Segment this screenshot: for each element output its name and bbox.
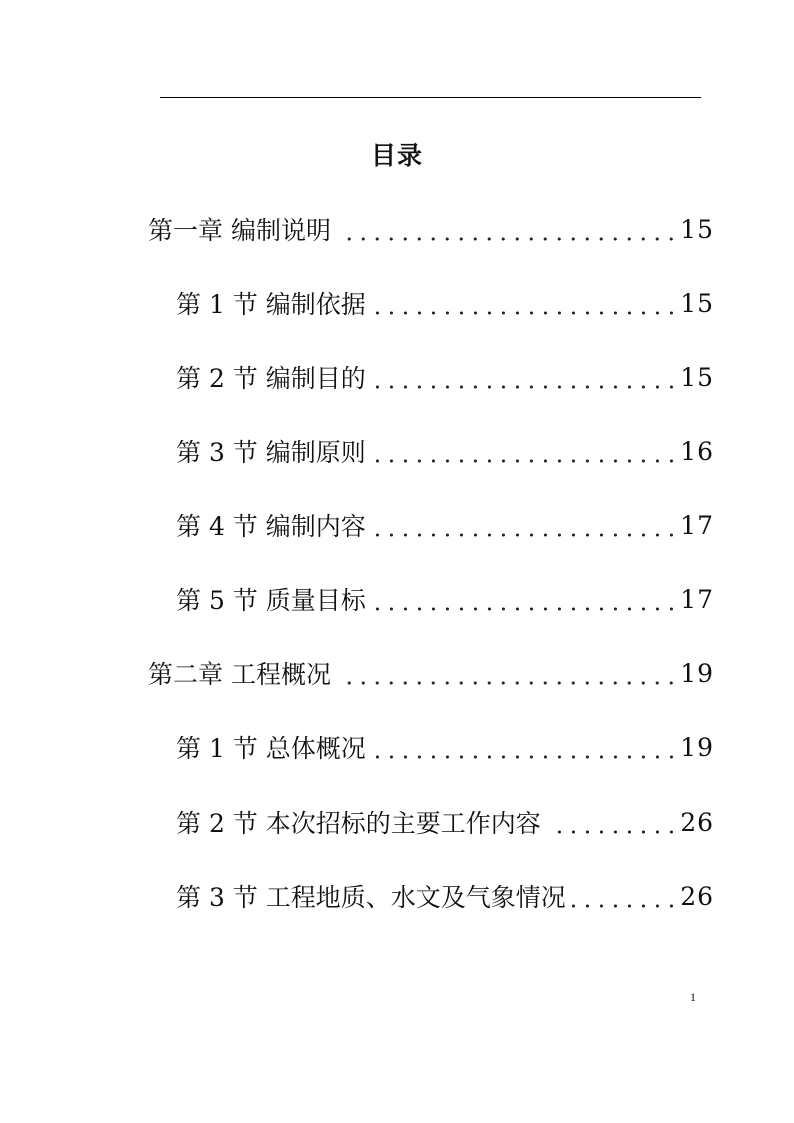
- toc-entry-section-1-3[interactable]: [176, 433, 714, 469]
- toc-entry-label: 第 3 节 工程地质、水文及气象情况: [176, 883, 566, 912]
- toc-dot-leader: [372, 729, 678, 765]
- toc-entry-section-2-1[interactable]: [176, 729, 714, 765]
- toc-entry-section-2-2[interactable]: [176, 804, 714, 840]
- toc-entry-label: 第 4 节 编制内容: [176, 512, 366, 541]
- page-number: 1: [690, 990, 696, 1004]
- toc-dot-leader: [372, 433, 678, 469]
- toc-entry-label: 第 3 节 编制原则: [176, 438, 366, 467]
- toc-entry-page: 19: [680, 658, 714, 688]
- toc-entry-chapter-1[interactable]: [148, 211, 714, 247]
- toc-dot-leader: [337, 211, 678, 247]
- toc-entry-page: 26: [680, 807, 714, 837]
- toc-dot-leader: [547, 804, 678, 840]
- toc-entry-page: 17: [680, 510, 714, 540]
- toc-entry-section-2-3[interactable]: [176, 878, 714, 914]
- toc-entry-page: 15: [680, 362, 714, 392]
- toc-entry-section-1-1[interactable]: [176, 285, 714, 321]
- toc-entry-page: 15: [680, 214, 714, 244]
- toc-entry-page: 15: [680, 288, 714, 318]
- toc-entry-section-1-2[interactable]: [176, 359, 714, 395]
- toc-entry-label: 第 2 节 本次招标的主要工作内容: [176, 809, 541, 838]
- toc-entry-label: 第一章 编制说明: [148, 216, 331, 245]
- toc-entry-page: 17: [680, 584, 714, 614]
- toc-entry-section-1-5[interactable]: [176, 581, 714, 617]
- toc-entry-page: 26: [680, 881, 714, 911]
- toc-dot-leader: [372, 285, 678, 321]
- toc-dot-leader: [372, 581, 678, 617]
- toc-dot-leader: [572, 878, 678, 914]
- toc-dot-leader: [337, 655, 678, 691]
- toc-title: 目录: [370, 141, 423, 170]
- toc-entry-chapter-2[interactable]: [148, 655, 714, 691]
- toc-dot-leader: [372, 507, 678, 543]
- toc-dot-leader: [372, 359, 678, 395]
- toc-entry-page: 16: [680, 436, 714, 466]
- toc-entry-page: 19: [680, 732, 714, 762]
- toc-entry-label: 第 1 节 编制依据: [176, 290, 366, 319]
- toc-entry-label: 第 2 节 编制目的: [176, 364, 366, 393]
- toc-entry-label: 第 5 节 质量目标: [176, 586, 366, 615]
- toc-entry-section-1-4[interactable]: [176, 507, 714, 543]
- toc-entry-label: 第 1 节 总体概况: [176, 734, 366, 763]
- toc-entry-label: 第二章 工程概况: [148, 660, 331, 689]
